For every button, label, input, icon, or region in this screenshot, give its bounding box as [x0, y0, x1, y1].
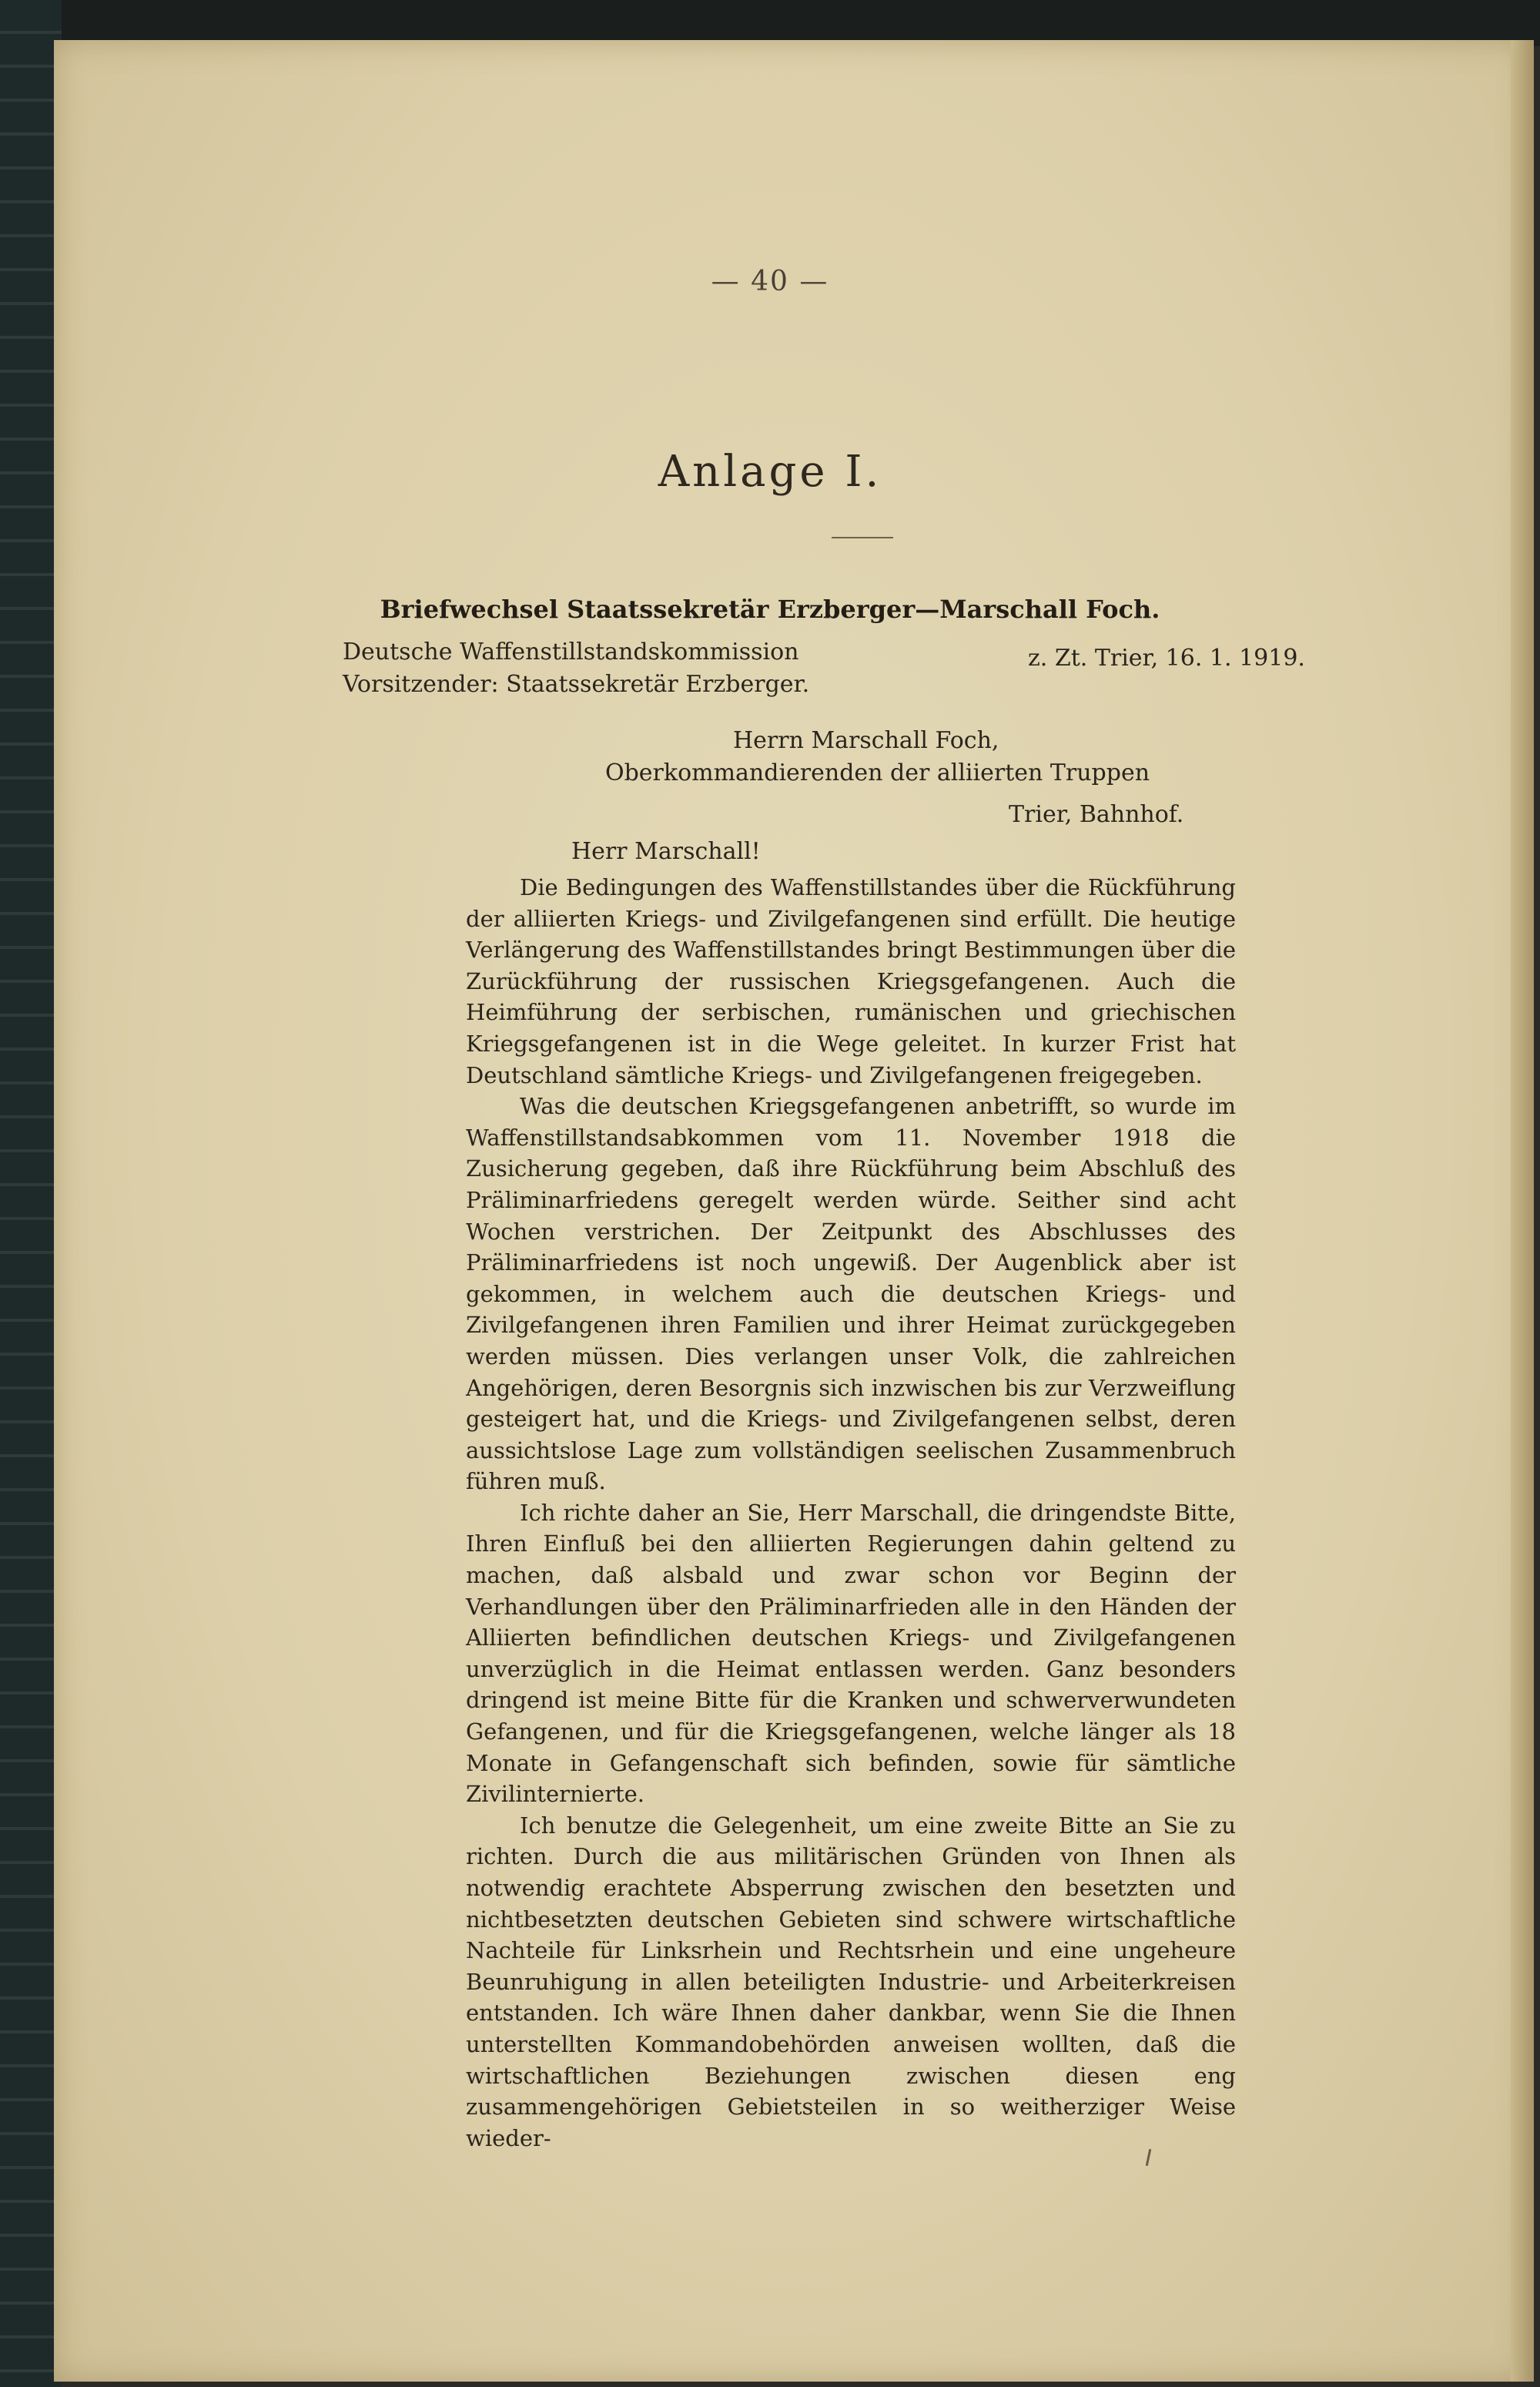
paragraph-3: Ich richte daher an Sie, Herr Marschall, die dringendste Bitte, Ihren Einfluß bei den alliierten Regierungen dahin geltend zu machen, daß alsbald und zwar schon vor Beginn der Verhandlungen über den Präliminarfrieden alle in den Händen der Alliierten befindlichen deutschen Kriegs- und Zivilgefangenen unverzüglich in die Heimat entlassen werden. Ganz besonders dringend ist meine Bitte für die Kranken und schwerverwundeten Gefangenen, und für die Kriegsgefangenen, welche länger als 18 Monate in Gefangenschaft sich befinden, sowie für sämtliche Zivilinternierte.: [466, 1499, 1236, 1808]
background-left: [0, 0, 62, 2387]
sender-line-2: Vorsitzender: Staatssekretär Erzberger.: [343, 671, 810, 698]
recipient-line-2: Oberkommandierenden der alliierten Truppen: [605, 759, 1150, 786]
letter-subtitle: Briefwechsel Staatssekretär Erzberger—Marschall Foch.: [380, 595, 1160, 624]
salutation: Herr Marschall!: [571, 838, 761, 865]
place-date: z. Zt. Trier, 16. 1. 1919.: [1028, 645, 1305, 672]
background-top: [0, 0, 1540, 46]
recipient-line-1: Herrn Marschall Foch,: [733, 727, 999, 754]
heading: Anlage I.: [658, 447, 882, 497]
sender-block: [343, 636, 809, 701]
recipient-line-3: Trier, Bahnhof.: [1009, 801, 1184, 828]
page-number: — 40 —: [711, 266, 829, 297]
sender-line-1: Deutsche Waffenstillstandskommission: [343, 639, 799, 665]
page-edge: [1511, 40, 1534, 2382]
paragraph-4: Ich benutze die Gelegenheit, um eine zweite Bitte an Sie zu richten. Durch die aus militärischen Gründen von Ihnen als notwendig erachtete Absperrung zwischen den besetzten und nichtbesetzten deutschen Gebieten sind schwere wirtschaftliche Nachteile für Linksrhein und Rechtsrhein und eine ungeheure Beunruhigung in allen beteiligten Industrie- und Arbeiterkreisen entstanden. Ich wäre Ihnen daher dankbar, wenn Sie die Ihnen unterstellten Kommandobehörden anweisen wollten, daß die wirtschaftlichen Beziehungen zwischen diesen eng zusammengehörigen Gebietsteilen in so weitherziger Weise wieder-: [466, 1812, 1236, 2151]
paragraph-2: Was die deutschen Kriegsgefangenen anbetrifft, so wurde im Waffenstillstandsabkommen vom 11. November 1918 die Zusicherung gegeben, daß ihre Rückführung beim Abschluß des Präliminarfriedens geregelt werden würde. Seither sind acht Wochen verstrichen. Der Zeitpunkt des Abschlusses des Präliminarfriedens ist noch ungewiß. Der Augenblick aber ist gekommen, in welchem auch die deutschen Kriegs- und Zivilgefangenen ihren Familien und ihrer Heimat zurückgegeben werden müssen. Dies verlangen unser Volk, die zahlreichen Angehörigen, deren Besorgnis sich inzwischen bis zur Verzweiflung gesteigert hat, und die Kriegs- und Zivilgefangenen selbst, deren aussichtslose Lage zum vollständigen seelischen Zusammenbruch führen muß.: [466, 1093, 1236, 1495]
paragraph-1: Die Bedingungen des Waffenstillstandes über die Rückführung der alliierten Kriegs- und Zivilgefangenen sind erfüllt. Die heutige Verlängerung des Waffenstillstandes bringt Bestimmungen über die Zurückführung der russischen Kriegsgefangenen. Auch die Heimführung der serbischen, rumänischen und griechischen Kriegsgefangenen ist in die Wege geleitet. In kurzer Frist hat Deutschland sämtliche Kriegs- und Zivilgefangenen freigegeben.: [466, 874, 1236, 1088]
letter-body: [466, 872, 1236, 2154]
heading-rule: [832, 537, 893, 538]
